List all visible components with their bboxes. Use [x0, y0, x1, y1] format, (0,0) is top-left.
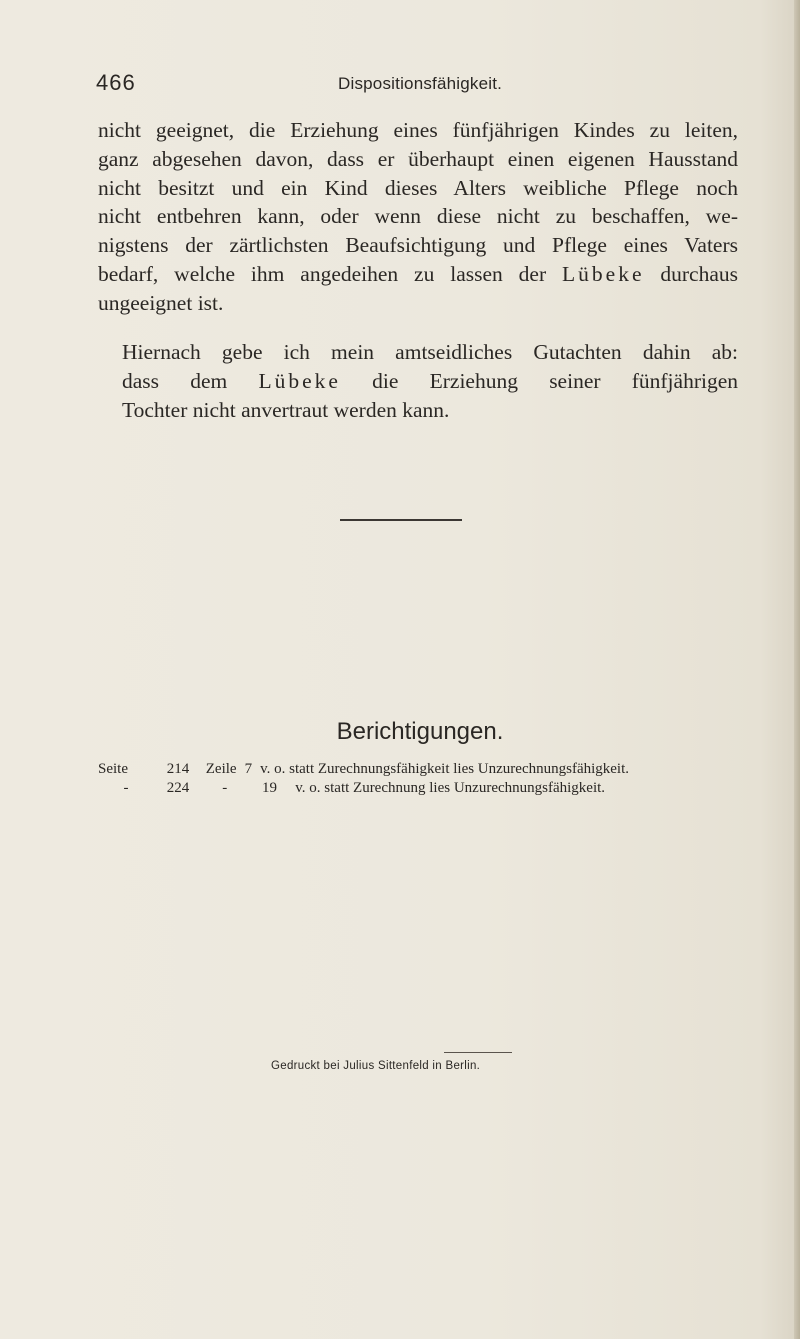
correction-seite: Seite — [98, 761, 128, 777]
correction-line: 19 — [262, 780, 277, 796]
paragraph-1 — [98, 116, 738, 318]
name-spaced: Lübeke — [562, 261, 645, 286]
text-line: ganz abgesehen davon, dass er überhaupt einen eigenen Hausstand — [98, 146, 738, 171]
text-line — [98, 260, 738, 289]
printer-imprint: Gedruckt bei Julius Sittenfeld in Berlin. — [271, 1060, 481, 1072]
text-line — [122, 367, 738, 396]
text-line: Tochter nicht anvertraut werden kann. — [122, 397, 450, 422]
section-divider — [340, 519, 462, 521]
correction-row — [98, 779, 605, 798]
text-fragment: die Erziehung seiner fünfjährigen — [340, 368, 738, 393]
correction-text: statt Zurechnung lies Unzurechnungsfähigkeit. — [324, 780, 606, 796]
correction-direction: v. o. — [295, 780, 321, 796]
footer-rule — [444, 1052, 512, 1053]
running-title: Dispositionsfähigkeit. — [338, 74, 503, 93]
correction-page: 224 — [166, 780, 190, 796]
text-line: nigstens der zärtlichsten Beaufsichtigung und Pflege eines Vaters — [98, 233, 738, 258]
correction-row — [98, 760, 629, 779]
text-line: nicht geeignet, die Erziehung eines fünfjährigen Kindes zu leiten, — [98, 118, 738, 142]
correction-zeile: - — [222, 780, 228, 796]
text-fragment: durchaus — [644, 261, 738, 286]
page-number: 466 — [96, 70, 136, 95]
text-line: ungeeignet ist. — [98, 290, 224, 315]
text-line: Hiernach gebe ich mein amtseidliches Gutachten dahin ab: — [122, 340, 738, 364]
correction-zeile: Zeile — [205, 761, 237, 777]
text-fragment: dass dem — [122, 368, 259, 393]
correction-text: statt Zurechnungsfähigkeit lies Unzurechnungsfähigkeit. — [289, 761, 630, 777]
page-edge — [794, 0, 800, 1339]
correction-seite: - — [123, 780, 129, 796]
text-line: nicht besitzt und ein Kind dieses Alters weibliche Pflege noch — [98, 175, 738, 200]
corrections-title: Berichtigungen. — [336, 718, 504, 745]
paragraph-2 — [122, 338, 738, 424]
correction-direction: v. o. — [260, 761, 286, 777]
name-spaced: Lübeke — [258, 368, 341, 393]
correction-page: 214 — [166, 761, 190, 777]
text-fragment: bedarf, welche ihm angedeihen zu lassen der — [98, 261, 563, 286]
correction-line: 7 — [244, 761, 253, 777]
text-line: nicht entbehren kann, oder wenn diese nicht zu beschaffen, we- — [98, 204, 738, 229]
